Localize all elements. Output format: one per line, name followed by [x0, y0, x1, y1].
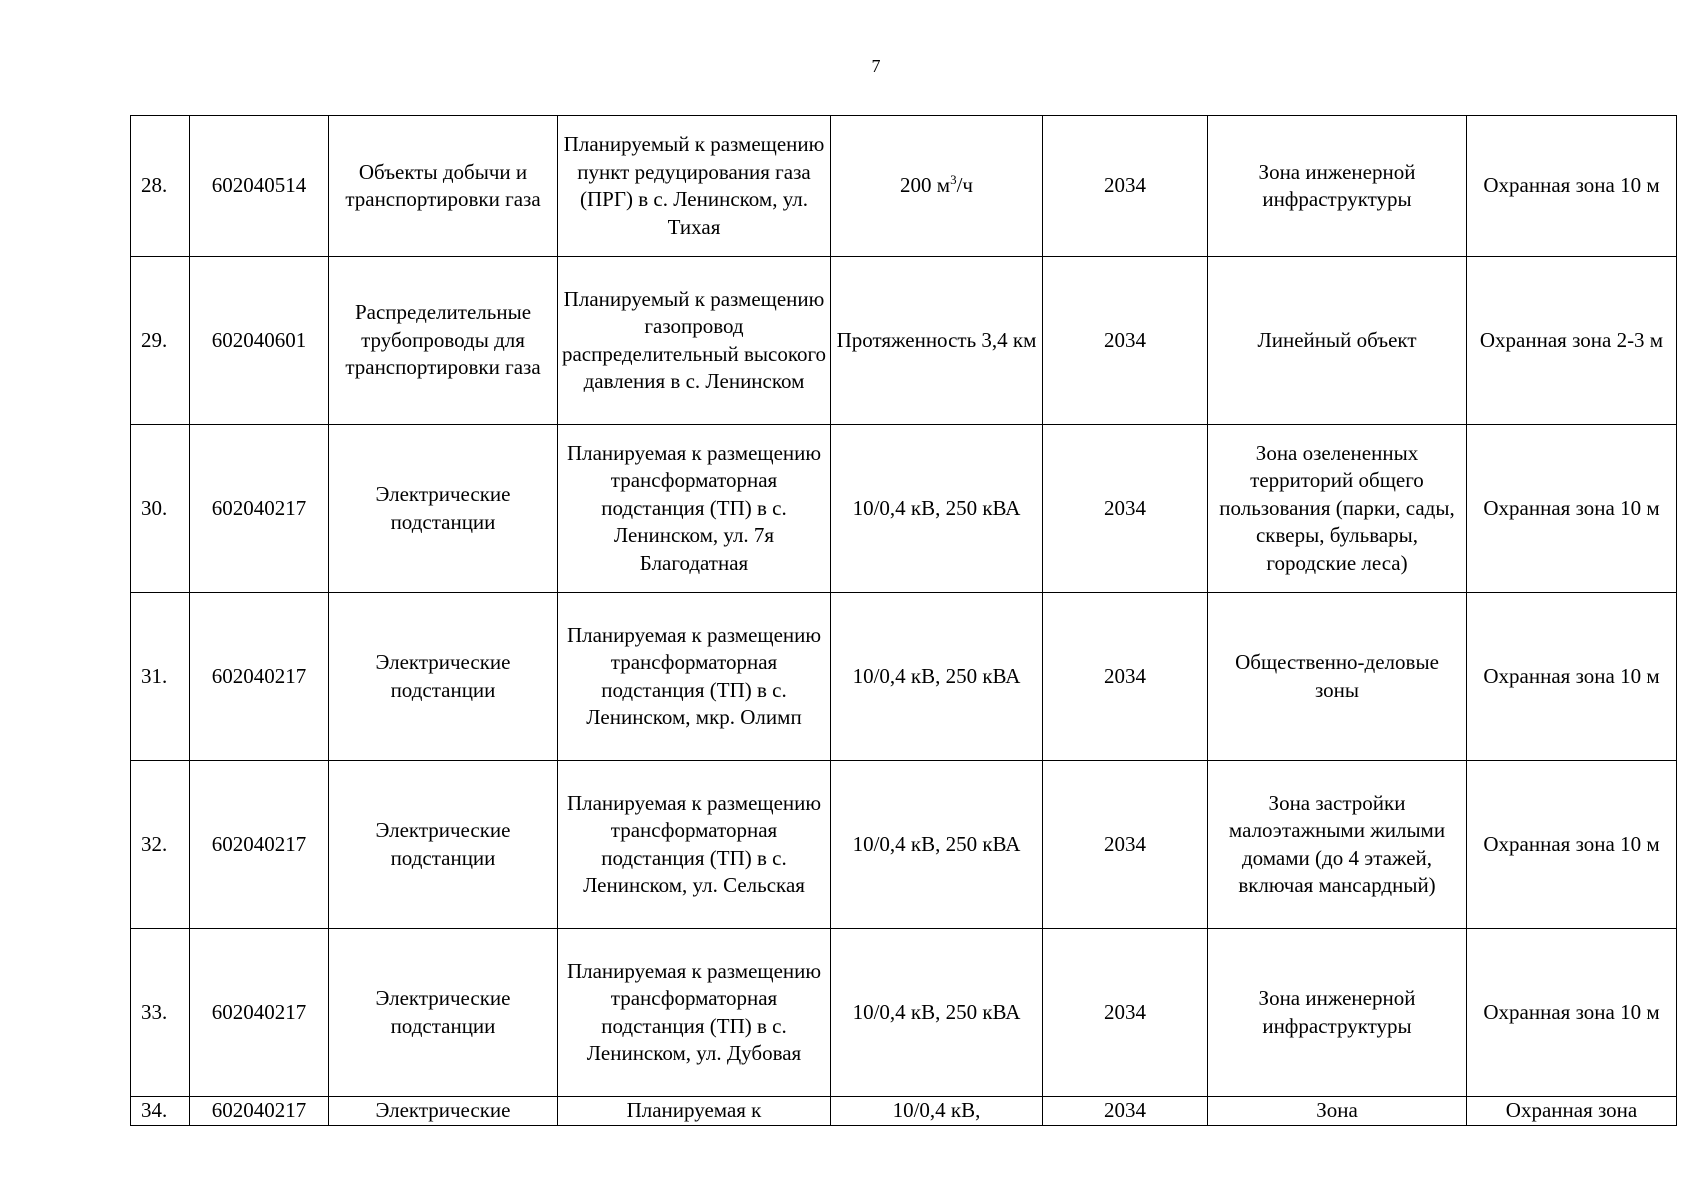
object-zone: Зона: [1208, 1097, 1467, 1126]
object-capacity: [831, 116, 1043, 257]
object-capacity: 10/0,4 кВ,: [831, 1097, 1043, 1126]
capacity-suffix: /ч: [956, 173, 973, 198]
row-number: 30.: [131, 425, 190, 593]
row-number: 34.: [131, 1097, 190, 1126]
object-protection-zone: Охранная зона 10 м: [1467, 593, 1677, 761]
objects-table: [130, 115, 1677, 1126]
object-year: 2034: [1043, 116, 1208, 257]
object-description: Планируемый к размещению газопровод распределительный высокого давления в с. Ленинском: [558, 257, 831, 425]
object-year: 2034: [1043, 425, 1208, 593]
object-type: Электрические: [329, 1097, 558, 1126]
object-code: 602040601: [190, 257, 329, 425]
object-code: 602040217: [190, 1097, 329, 1126]
row-number: 33.: [131, 929, 190, 1097]
object-description: Планируемая к размещению трансформаторная подстанция (ТП) в с. Ленинском, мкр. Олимп: [558, 593, 831, 761]
object-zone: Зона озелененных территорий общего пользования (парки, сады, скверы, бульвары, городские леса): [1208, 425, 1467, 593]
table-row: [131, 761, 1677, 929]
object-type: Электрические подстанции: [329, 761, 558, 929]
object-zone: Зона инженерной инфраструктуры: [1208, 929, 1467, 1097]
table-row: [131, 593, 1677, 761]
capacity-value: 200 м: [900, 173, 951, 198]
object-code: 602040217: [190, 929, 329, 1097]
object-type: Объекты добычи и транспортировки газа: [329, 116, 558, 257]
object-code: 602040217: [190, 593, 329, 761]
object-capacity: 10/0,4 кВ, 250 кВА: [831, 761, 1043, 929]
object-protection-zone: Охранная зона 2-3 м: [1467, 257, 1677, 425]
object-zone: Зона инженерной инфраструктуры: [1208, 116, 1467, 257]
object-code: 602040514: [190, 116, 329, 257]
row-number: 28.: [131, 116, 190, 257]
object-year: 2034: [1043, 929, 1208, 1097]
table-row: [131, 425, 1677, 593]
object-protection-zone: Охранная зона 10 м: [1467, 929, 1677, 1097]
object-protection-zone: Охранная зона 10 м: [1467, 116, 1677, 257]
object-type: Электрические подстанции: [329, 425, 558, 593]
object-year: 2034: [1043, 257, 1208, 425]
capacity-superscript: 3: [950, 172, 957, 188]
table-row: [131, 257, 1677, 425]
object-code: 602040217: [190, 425, 329, 593]
object-type: Распределительные трубопроводы для транспортировки газа: [329, 257, 558, 425]
row-number: 32.: [131, 761, 190, 929]
object-type: Электрические подстанции: [329, 929, 558, 1097]
object-capacity: 10/0,4 кВ, 250 кВА: [831, 425, 1043, 593]
row-number: 31.: [131, 593, 190, 761]
row-number: 29.: [131, 257, 190, 425]
object-protection-zone: Охранная зона 10 м: [1467, 761, 1677, 929]
object-description: Планируемая к размещению трансформаторная подстанция (ТП) в с. Ленинском, ул. Дубовая: [558, 929, 831, 1097]
table-row: [131, 929, 1677, 1097]
object-protection-zone: Охранная зона 10 м: [1467, 425, 1677, 593]
object-description: Планируемая к размещению трансформаторная подстанция (ТП) в с. Ленинском, ул. 7я Благодатная: [558, 425, 831, 593]
object-year: 2034: [1043, 761, 1208, 929]
object-capacity: 10/0,4 кВ, 250 кВА: [831, 929, 1043, 1097]
object-protection-zone: Охранная зона: [1467, 1097, 1677, 1126]
table-row: [131, 1097, 1677, 1126]
object-year: 2034: [1043, 593, 1208, 761]
object-description: Планируемая к размещению трансформаторная подстанция (ТП) в с. Ленинском, ул. Сельская: [558, 761, 831, 929]
object-description: Планируемая к: [558, 1097, 831, 1126]
object-code: 602040217: [190, 761, 329, 929]
object-capacity: Протяженность 3,4 км: [831, 257, 1043, 425]
object-zone: Линейный объект: [1208, 257, 1467, 425]
object-zone: Зона застройки малоэтажными жилыми домами (до 4 этажей, включая мансардный): [1208, 761, 1467, 929]
page-number: 7: [871, 56, 881, 76]
object-type: Электрические подстанции: [329, 593, 558, 761]
object-year: 2034: [1043, 1097, 1208, 1126]
object-zone: Общественно-деловые зоны: [1208, 593, 1467, 761]
object-capacity: 10/0,4 кВ, 250 кВА: [831, 593, 1043, 761]
object-description: Планируемый к размещению пункт редуцирования газа (ПРГ) в с. Ленинском, ул. Тихая: [558, 116, 831, 257]
table-row: [131, 116, 1677, 257]
